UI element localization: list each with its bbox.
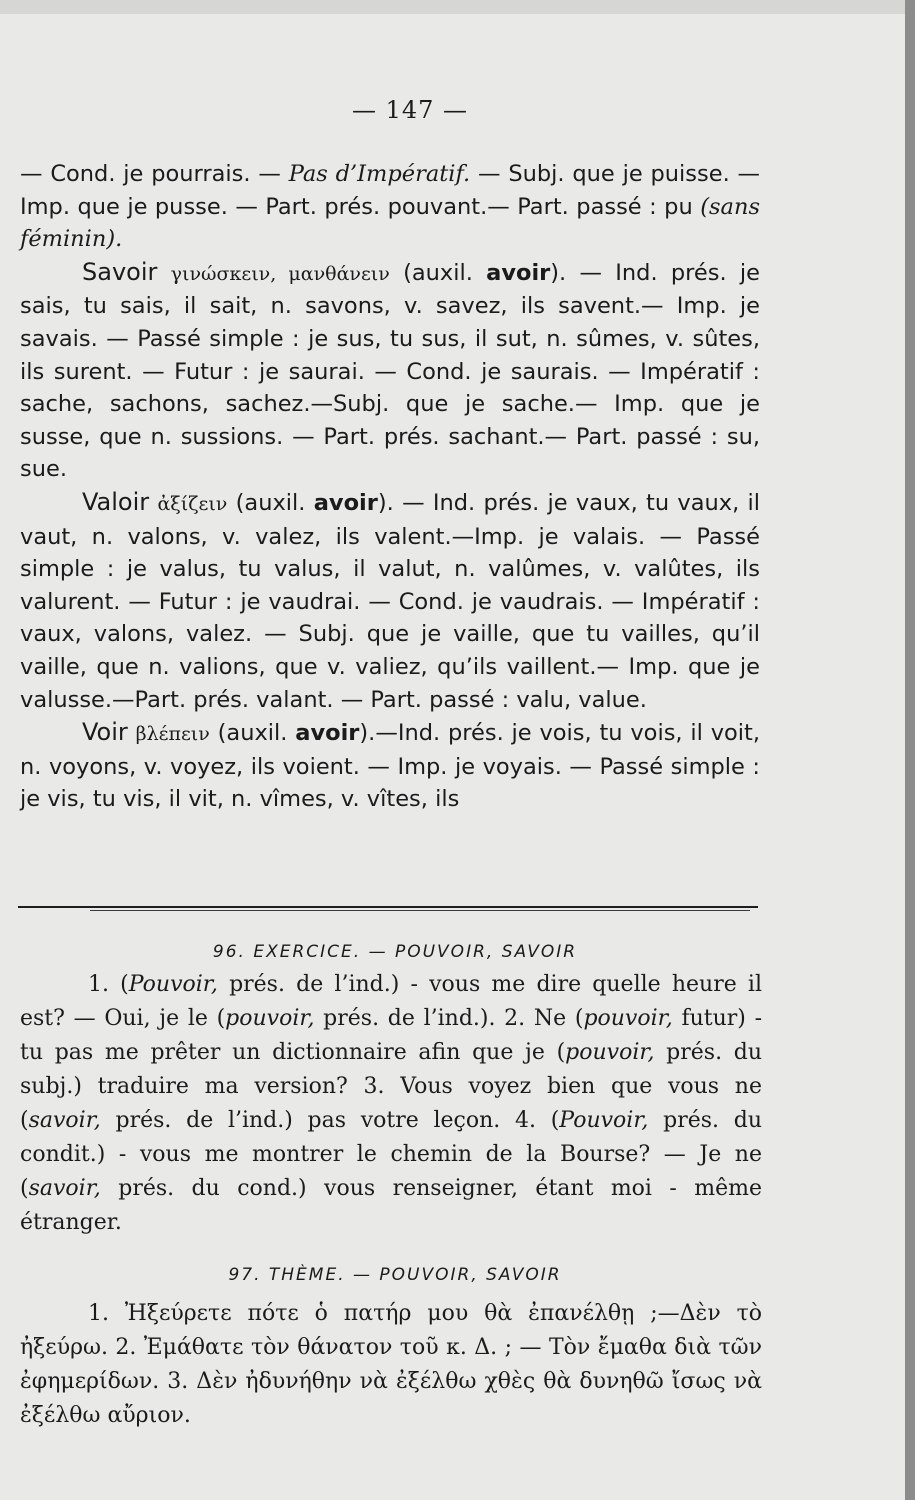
- text-run: prés. du cond.) vous renseigner, étant moi - même étranger.: [20, 1176, 762, 1235]
- no-feminine-note: (sans féminin).: [20, 193, 760, 253]
- pouvoir-continuation: [20, 158, 760, 256]
- section-divider-thin: [90, 910, 750, 911]
- exercise-96-paragraph: [20, 968, 762, 1240]
- text-run: prés. du subj.) traduire ma version? 3. Vous voyez bien que vous ne (: [20, 1040, 762, 1133]
- verb-voir: Voir: [82, 718, 128, 747]
- valoir-entry: [20, 486, 760, 716]
- aux-label: (auxil.: [217, 720, 288, 747]
- voir-conjugation: ).—Ind. prés. je vois, tu vois, il voit, n. voyons, v. voyez, ils voient. — Imp. je voyais. — Passé simple : je vis, tu vis, il vit, n. vîmes, v. vîtes, ils: [20, 720, 761, 813]
- text-run: prés. du condit.) - vous me montrer le chemin de la Bourse? — Je ne (: [20, 1108, 762, 1201]
- voir-greek: βλέπειν: [135, 723, 210, 746]
- italic-run: savoir,: [28, 1176, 101, 1201]
- italic-run: Pouvoir,: [559, 1108, 649, 1133]
- savoir-greek: γινώσκειν, μανθάνειν: [170, 262, 390, 285]
- theme-97-heading: 97. THÈME. — POUVOIR, SAVOIR: [228, 1265, 562, 1285]
- italic-run: pouvoir,: [583, 1006, 673, 1031]
- verb-savoir: Savoir: [82, 257, 158, 286]
- aux-label: (auxil.: [403, 259, 473, 286]
- pouvoir-forms: — Subj. que je puisse. — Imp. que je pusse. — Part. prés. pouvant.— Part. passé : pu: [20, 161, 761, 220]
- savoir-entry: [20, 256, 760, 486]
- savoir-conjugation: ). — Ind. prés. je sais, tu sais, il sait, n. savons, v. savez, ils savent.— Imp. je savais. — Passé simple : je sus, tu sus, il sut, n. sûmes, v. sûtes, ils surent. — Futur : je saurai. — Cond. je saurais. — Impératif : sache, sachons, sachez.—Subj. que je sache.— Imp. que je susse, que n. sussions. — Part. prés. sachant.— Part. passé : su, sue.: [20, 259, 760, 483]
- text-run: 1. (: [88, 972, 129, 997]
- voir-entry: [20, 716, 760, 816]
- aux-verb: avoir: [486, 259, 551, 286]
- exercise-96-text: [20, 968, 762, 1240]
- section-divider: [18, 906, 758, 908]
- text-run: futur) - tu pas me prêter un dictionnaire afin que je (: [20, 1006, 763, 1065]
- valoir-conjugation: ). — Ind. prés. je vaux, tu vaux, il vaut, n. valons, v. valez, ils valent.—Imp. je valais. — Passé simple : je valus, tu valus, il valut, n. valûmes, v. valûtes, ils valurent. — Futur : je vaudrai. — Cond. je vaudrais. — Impératif : vaux, valons, valez. — Subj. que je vaille, que tu vailles, qu’il vaille, que n. valions, que v. valiez, qu’ils vaillent.— Imp. que je valusse.—Part. prés. valant. — Part. passé : valu, value.: [20, 489, 761, 713]
- aux-verb: avoir: [295, 720, 360, 747]
- italic-run: pouvoir,: [565, 1040, 655, 1065]
- aux-verb: avoir: [313, 489, 378, 516]
- text-run: prés. de l’ind.). 2. Ne (: [314, 1006, 584, 1031]
- pouvoir-cond: — Cond. je pourrais. —: [20, 161, 281, 187]
- verb-valoir: Valoir: [82, 487, 150, 516]
- theme-97-paragraph: 1. Ἠξεύρετε πότε ὁ πατήρ μου θὰ ἐπανέλθῃ ;—Δὲν τὸ ἠξεύρω. 2. Ἐμάθατε τὸν θάνατον τοῦ κ. Δ. ; — Τὸν ἔμαθα διὰ τῶν ἐφημερίδων. 3. Δὲν ἠδυνήθην νὰ ἐξέλθω χθὲς θὰ δυνηθῶ ἴσως νὰ ἐξέλθω αὔριον.: [20, 1301, 762, 1428]
- page-number: — 147 —: [351, 96, 469, 124]
- conjugation-section: [20, 158, 760, 816]
- valoir-greek: ἀξίζειν: [157, 492, 228, 515]
- aux-label: (auxil.: [235, 489, 306, 516]
- exercise-96-heading: 96. EXERCICE. — POUVOIR, SAVOIR: [212, 942, 578, 962]
- italic-run: pouvoir,: [225, 1006, 315, 1031]
- no-imperative-note: Pas d’Impératif.: [288, 161, 471, 187]
- text-run: prés. de l’ind.) - vous me dire quelle heure il est? — Oui, je le (: [20, 972, 762, 1031]
- italic-run: Pouvoir,: [128, 972, 218, 997]
- theme-97-text: [20, 1297, 762, 1433]
- italic-run: savoir,: [28, 1108, 101, 1133]
- text-run: prés. de l’ind.) pas votre leçon. 4. (: [100, 1108, 560, 1133]
- page-top-edge: [0, 0, 905, 14]
